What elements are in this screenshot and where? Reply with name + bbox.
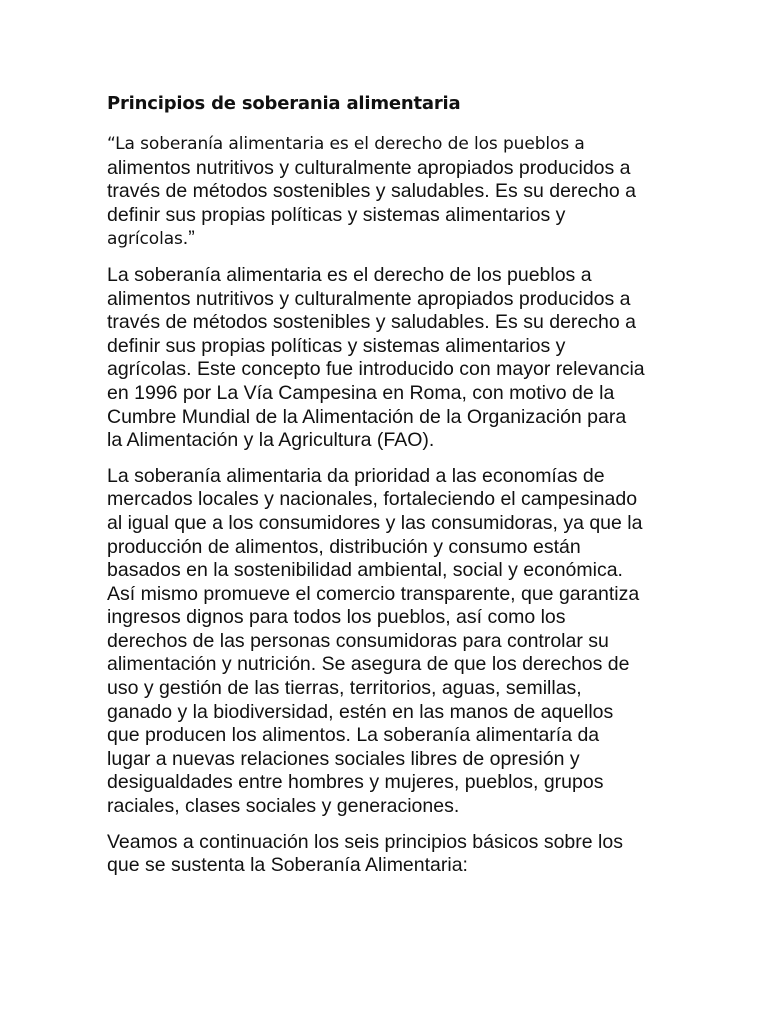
paragraph-definition [107, 264, 667, 453]
text-line: definir sus propias políticas y sistemas alimentarios y [107, 334, 566, 357]
text-line: Veamos a continuación los seis principios básicos sobre los [107, 830, 623, 853]
text-line: raciales, clases sociales y generaciones. [107, 795, 460, 818]
text-line: agrícolas. Este concepto fue introducido con mayor relevancia [107, 358, 645, 381]
text-line: en 1996 por La Vía Campesina en Roma, con motivo de la [107, 381, 615, 404]
text-line: basados en la sostenibilidad ambiental, social y económica. [107, 559, 623, 582]
text-line: que producen los alimentos. La soberanía alimentaría da [107, 724, 600, 747]
text-line: lugar a nuevas relaciones sociales libres de opresión y [107, 747, 580, 770]
text-line: ganado y la biodiversidad, estén en las manos de aquellos [107, 700, 614, 723]
text-line: la Alimentación y la Agricultura (FAO). [107, 429, 435, 452]
text-line: Cumbre Mundial de la Alimentación de la Organización para [107, 405, 627, 428]
text-line: que se sustenta la Soberanía Alimentaria: [107, 854, 468, 877]
quote-line: “La soberanía alimentaria es el derecho de los pueblos a [107, 134, 585, 154]
quote-line-last [107, 227, 667, 252]
text-line: Así mismo promueve el comercio transparente, que garantiza [107, 582, 640, 605]
text-line: uso y gestión de las tierras, territorios, aguas, semillas, [107, 677, 582, 700]
text-line: La soberanía alimentaria es el derecho de los pueblos a [107, 263, 592, 286]
quote-closing: .” [182, 227, 195, 250]
quote-last-word: agrícolas [107, 229, 183, 250]
quote-line: través de métodos sostenibles y saludables. Es su derecho a [107, 180, 636, 203]
text-line: derechos de las personas consumidoras para controlar su [107, 629, 609, 652]
quote-paragraph [107, 133, 667, 252]
text-line: al igual que a los consumidores y las consumidoras, ya que la [107, 511, 643, 534]
paragraph-intro-principles [107, 831, 667, 878]
document-page [107, 92, 667, 890]
text-line: alimentos nutritivos y culturalmente apropiados producidos a [107, 287, 631, 310]
quote-line: alimentos nutritivos y culturalmente apropiados producidos a [107, 156, 631, 179]
text-line: mercados locales y nacionales, fortaleciendo el campesinado [107, 488, 638, 511]
paragraph-priority [107, 465, 667, 819]
document-title: Principios de soberania alimentaria [107, 93, 461, 114]
text-line: La soberanía alimentaria da prioridad a las economías de [107, 464, 605, 487]
text-line: alimentación y nutrición. Se asegura de que los derechos de [107, 653, 630, 676]
text-line: desigualdades entre hombres y mujeres, pueblos, grupos [107, 771, 604, 794]
text-line: producción de alimentos, distribución y consumo están [107, 535, 581, 558]
quote-line: definir sus propias políticas y sistemas alimentarios y [107, 203, 566, 226]
text-line: ingresos dignos para todos los pueblos, así como los [107, 606, 566, 629]
text-line: través de métodos sostenibles y saludables. Es su derecho a [107, 311, 636, 334]
